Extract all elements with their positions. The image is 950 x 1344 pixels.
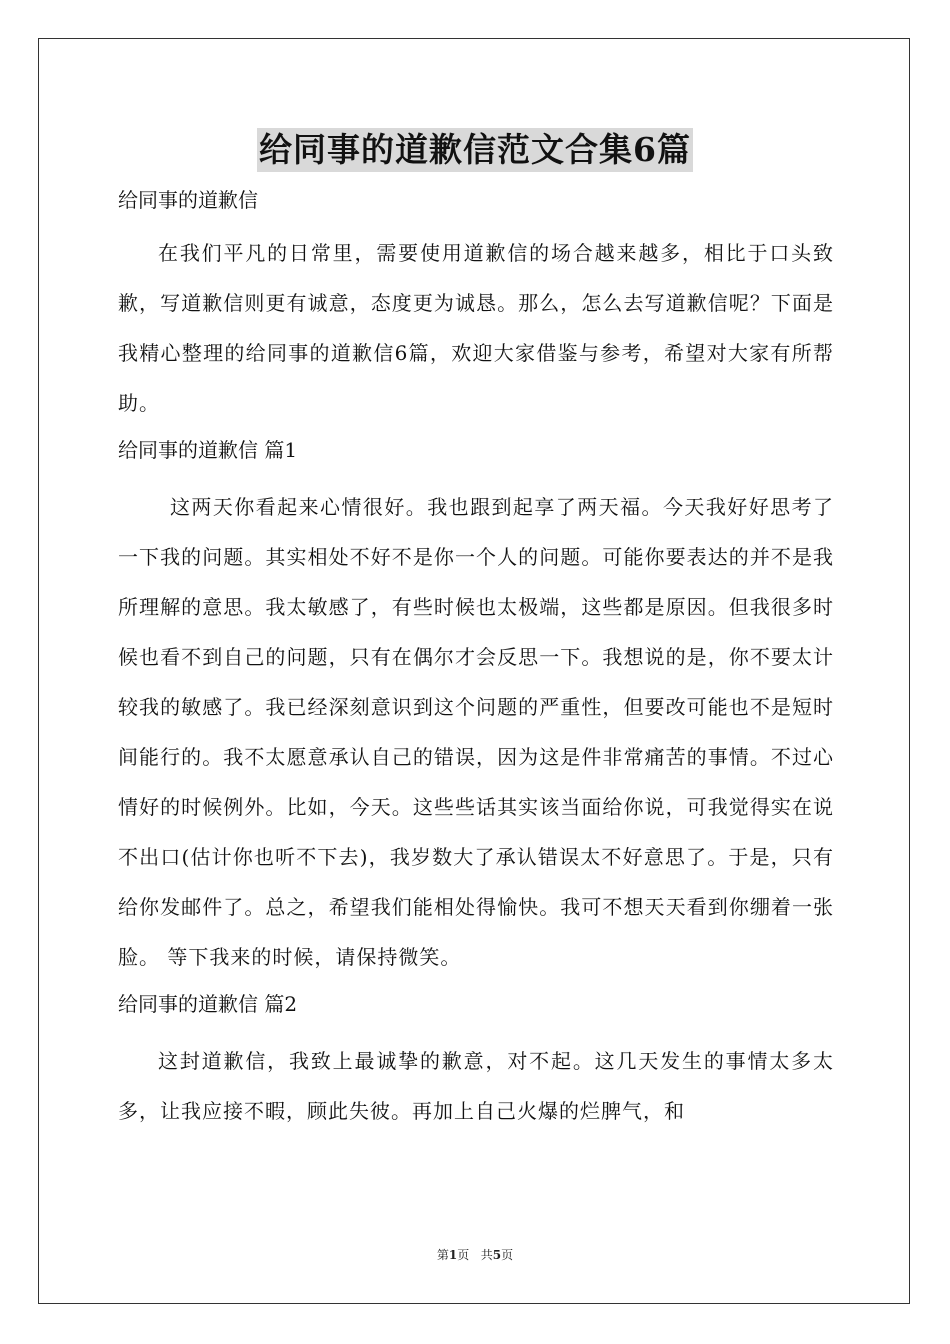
- page-footer: [0, 1246, 950, 1264]
- total-suffix: 页: [501, 1248, 514, 1262]
- title-container: [0, 128, 950, 172]
- section-body-2: 这封道歉信，我致上最诚挚的歉意，对不起。这几天发生的事情太多太多，让我应接不暇，顾此失彼。再加上自己火爆的烂脾气，和: [118, 1049, 834, 1123]
- section-heading-2: 给同事的道歉信 篇2: [118, 992, 298, 1016]
- section-heading-1: 给同事的道歉信 篇1: [118, 438, 298, 462]
- page-suffix: 页: [457, 1248, 470, 1262]
- section-body-intro: 在我们平凡的日常里，需要使用道歉信的场合越来越多，相比于口头致歉，写道歉信则更有诚意，态度更为诚恳。那么，怎么去写道歉信呢？下面是我精心整理的给同事的道歉信6篇，欢迎大家借鉴与参考，希望对大家有所帮助。: [118, 241, 834, 415]
- page-number: 1: [448, 1248, 458, 1262]
- section-heading-intro: 给同事的道歉信: [118, 188, 258, 212]
- page-prefix: 第: [436, 1248, 449, 1262]
- document-body: [118, 178, 834, 1136]
- total-pages: 5: [492, 1248, 502, 1262]
- section-body-1: 这两天你看起来心情很好。我也跟到起享了两天福。今天我好好思考了一下我的问题。其实相处不好不是你一个人的问题。可能你要表达的并不是我所理解的意思。我太敏感了，有些时候也太极端，这些都是原因。但我很多时候也看不到自己的问题，只有在偶尔才会反思一下。我想说的是，你不要太计较我的敏感了。我已经深刻意识到这个问题的严重性，但要改可能也不是短时间能行的。我不太愿意承认自己的错误，因为这是件非常痛苦的事情。不过心情好的时候例外。比如，今天。这些些话其实该当面给你说，可我觉得实在说不出口(估计你也听不下去)，我岁数大了承认错误太不好意思了。于是，只有给你发邮件了。总之，希望我们能相处得愉快。我可不想天天看到你绷着一张脸。 等下我来的时候，请保持微笑。: [118, 495, 834, 969]
- document-title: 给同事的道歉信范文合集6篇: [257, 128, 693, 172]
- total-prefix: 共: [480, 1248, 493, 1262]
